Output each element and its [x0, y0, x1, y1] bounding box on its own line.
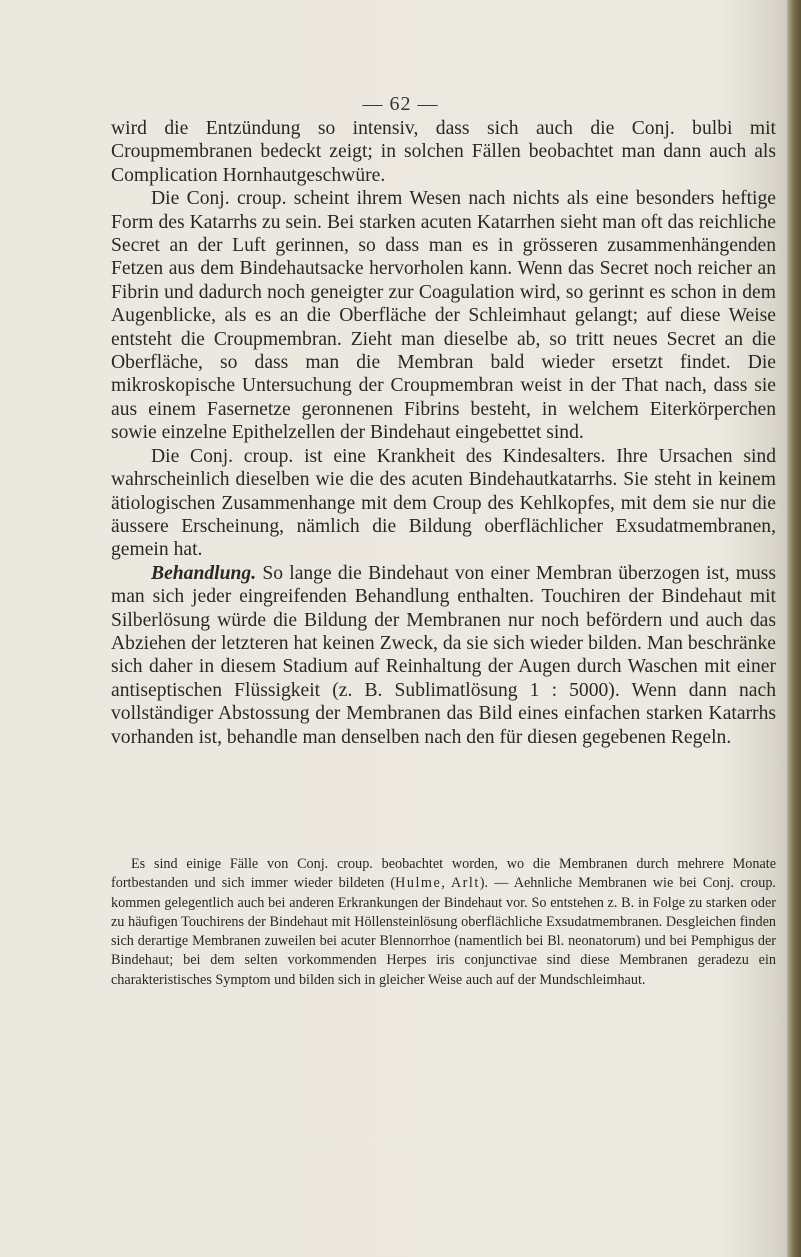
page-number: — 62 —: [362, 93, 439, 115]
main-text: [111, 117, 776, 749]
author-name-hulme: Hulme: [395, 875, 442, 892]
note-paragraph: [111, 855, 776, 990]
page-edge-shadow: [787, 0, 801, 1257]
paragraph-nature: Die Conj. croup. scheint ihrem Wesen nach nichts als eine besonders heftige Form des Katarrhs zu sein. Bei starken acuten Katarrhen sieht man oft das reichliche Secret an der Luft gerinnen, so dass man es in grösseren zusammenhängenden Fetzen aus dem Bindehautsacke hervorholen kann. Wenn das Secret noch reicher an Fibrin und dadurch noch geneigter zur Coagulation wird, so gerinnt es schon in dem Augenblicke, als es an die Oberfläche der Schleimhaut gelangt; auf diese Weise entsteht die Croupmembran. Zieht man dieselbe ab, so tritt neues Secret an die Oberfläche, so dass man die Membran bald wieder ersetzt findet. Die mikroskopische Untersuchung der Croupmembran weist in der That nach, dass sie aus einem Fasernetze geronnenen Fibrins besteht, in welchem Eiterkörperchen sowie einzelne Epithelzellen der Bindehaut eingebettet sind.: [111, 188, 776, 444]
paragraph-continuation: wird die Entzündung so intensiv, dass sich auch die Conj. bulbi mit Croupmembranen bedeckt zeigt; in solchen Fällen beobachtet man dann auch als Complication Hornhautgeschwüre.: [111, 118, 776, 186]
note-text-start: Es sind einige Fälle von Conj. croup. beobachtet worden, wo die Membranen durch mehrere Monate fortbestanden und sich immer wieder bildeten (: [111, 856, 776, 892]
paragraph-treatment-text: So lange die Bindehaut von einer Membran überzogen ist, muss man sich jeder eingreifenden Behandlung enthalten. Touchiren der Bindehaut mit Silberlösung würde die Bildung der Membranen nur noch befördern und auch das Abziehen der letzteren hat keinen Zweck, da sie sich wieder bilden. Man beschränke sich daher in diesem Stadium auf Reinhaltung der Augen durch Waschen mit einer antiseptischen Flüssigkeit (z. B. Sublimatlösung 1 : 5000). Wenn dann nach vollständiger Abstossung der Membranen das Bild eines einfachen starken Katarrhs vorhanden ist, behandle man denselben nach den für diesen gegebenen Regeln.: [111, 562, 776, 748]
section-heading-behandlung: Behandlung.: [151, 562, 257, 584]
note-author-separator: ,: [441, 875, 451, 892]
footnote-small-print: [111, 855, 776, 990]
note-text-end: ). — Aehnliche Membranen wie bei Conj. croup. kommen gelegentlich auch bei anderen Erkrankungen der Bindehaut vor. So entstehen z. B. in Folge zu starken oder zu häufigen Touchirens der Bindehaut mit Höllensteinlösung oberflächliche Exsudatmembranen. Desgleichen finden sich derartige Membranen zuweilen bei acuter Blennorrhoe (namentlich bei Bl. neonatorum) und bei Pemphigus der Bindehaut; bei dem selten vorkommenden Herpes iris conjunctivae sind diese Membranen geradezu ein charakteristisches Symptom und bilden sich in gleicher Weise auch auf der Mundschleimhaut.: [111, 875, 776, 988]
paragraph-treatment: [111, 562, 776, 749]
paragraph-etiology: Die Conj. croup. ist eine Krankheit des Kindesalters. Ihre Ursachen sind wahrscheinlich dieselben wie die des acuten Bindehautkatarrhs. Sie steht in keinem ätiologischen Zusammenhange mit dem Croup des Kehlkopfes, mit dem sie nur die äussere Erscheinung, nämlich die Bildung oberflächlicher Exsudatmembranen, gemein hat.: [111, 445, 776, 561]
author-name-arlt: Arlt: [450, 875, 480, 892]
